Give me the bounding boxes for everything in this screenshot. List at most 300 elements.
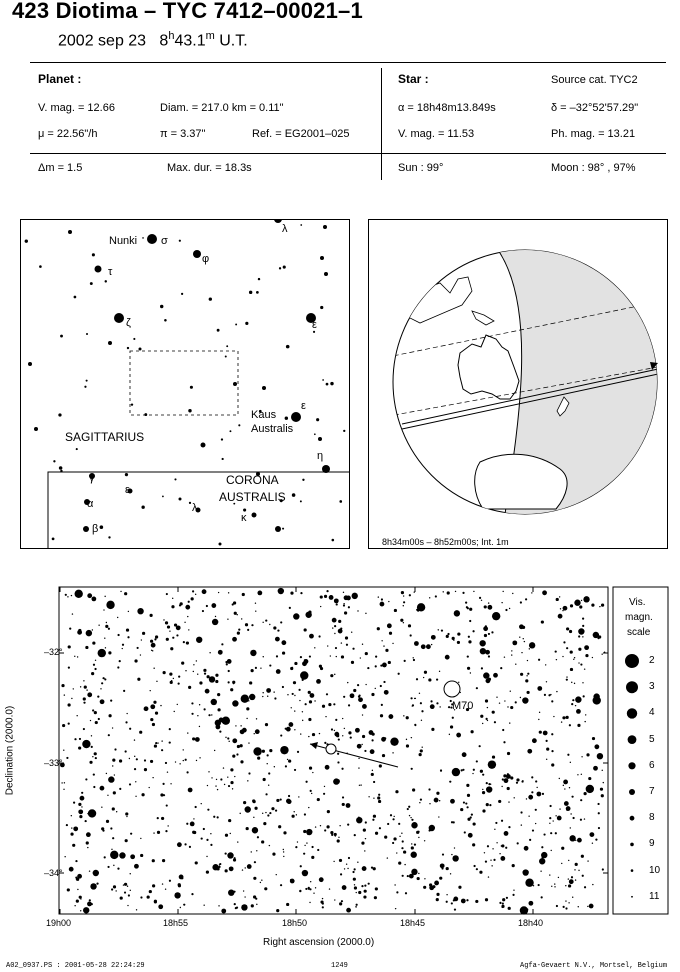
field-star (520, 906, 528, 914)
field-star (381, 737, 386, 742)
field-star (71, 827, 72, 828)
max-duration: Max. dur. = 18.3s (167, 162, 252, 174)
field-star (114, 748, 116, 750)
field-star (188, 629, 189, 630)
field-star (125, 812, 128, 815)
field-star (375, 887, 378, 890)
field-star (424, 671, 427, 674)
field-star (155, 742, 157, 744)
field-star (310, 790, 312, 792)
field-star (110, 700, 112, 702)
field-star (310, 881, 311, 882)
field-star (297, 751, 299, 753)
field-star (589, 904, 594, 909)
magnitude-scale-value: 8 (649, 812, 655, 824)
field-star (280, 798, 282, 800)
field-star (110, 851, 118, 859)
field-star (89, 870, 90, 871)
field-star (338, 837, 339, 838)
star-label-kaus: Kaus (251, 409, 277, 421)
field-star (581, 774, 582, 775)
field-star (487, 720, 488, 721)
field-star (174, 711, 175, 712)
field-star (410, 634, 412, 636)
field-star (587, 906, 588, 907)
field-star (334, 730, 335, 731)
field-star (371, 693, 374, 696)
field-star (451, 854, 452, 855)
field-star (289, 607, 291, 609)
field-star (502, 902, 504, 904)
field-star (362, 735, 365, 738)
field-star (420, 799, 422, 801)
field-star (507, 787, 510, 790)
field-star (481, 600, 482, 601)
field-star (563, 641, 565, 643)
field-star (162, 859, 165, 862)
field-star (539, 731, 542, 734)
field-star (203, 905, 204, 906)
field-star (512, 894, 514, 896)
field-star (434, 798, 439, 803)
field-star (421, 710, 423, 712)
field-star (574, 869, 575, 870)
field-star (199, 757, 200, 758)
field-star (211, 777, 212, 778)
field-star (192, 590, 194, 592)
field-star (74, 905, 75, 906)
field-star (217, 789, 218, 790)
field-star (440, 769, 442, 771)
field-star (215, 725, 220, 730)
field-star (549, 805, 551, 807)
field-star (75, 590, 83, 598)
field-star (257, 757, 260, 760)
field-star (184, 843, 186, 845)
field-star (354, 886, 357, 889)
field-star (411, 737, 412, 738)
field-star (154, 900, 157, 903)
field-star (334, 598, 339, 603)
field-star (280, 734, 282, 736)
field-star (176, 625, 181, 630)
magnitude-scale-value: 11 (649, 890, 660, 902)
field-star (199, 726, 200, 727)
field-star (480, 770, 483, 773)
field-star (227, 619, 228, 620)
field-star (297, 841, 298, 842)
field-star (128, 894, 130, 896)
field-star (563, 906, 565, 908)
field-star (461, 769, 463, 771)
planet-vmag: V. mag. = 12.66 (38, 102, 115, 114)
field-star (296, 814, 297, 815)
field-star (341, 642, 342, 643)
field-star (392, 643, 393, 644)
field-star (587, 860, 588, 861)
field-star (400, 619, 403, 622)
field-star (573, 659, 574, 660)
field-star (486, 718, 488, 720)
field-star (452, 637, 455, 640)
field-star (546, 740, 548, 742)
field-star (274, 766, 275, 767)
field-star (348, 857, 350, 859)
field-star (546, 759, 547, 760)
field-star (134, 756, 135, 757)
field-star (388, 714, 393, 719)
field-star (320, 595, 323, 598)
field-star (193, 818, 194, 819)
field-star (298, 689, 300, 691)
field-star (584, 668, 585, 669)
field-star (549, 823, 550, 824)
field-star (123, 690, 125, 692)
field-star (255, 729, 260, 734)
field-star (183, 749, 184, 750)
field-star (467, 655, 469, 657)
field-star (81, 792, 83, 794)
field-star (569, 835, 575, 841)
field-star (303, 830, 306, 833)
field-star (294, 662, 297, 665)
field-star (122, 648, 123, 649)
field-star (559, 596, 560, 597)
field-star (108, 776, 114, 782)
field-star (546, 747, 549, 750)
field-star (245, 806, 251, 812)
field-star (130, 854, 135, 859)
field-star (210, 833, 211, 834)
sun-elongation: Sun : 99° (398, 162, 444, 174)
field-star (469, 620, 471, 622)
field-star (151, 643, 156, 648)
field-star (188, 601, 190, 603)
field-star (472, 630, 474, 632)
field-star (125, 721, 127, 723)
field-star (80, 796, 85, 801)
field-star (285, 765, 287, 767)
field-star (440, 863, 445, 868)
field-star (130, 833, 132, 835)
field-star (282, 686, 284, 688)
field-star (336, 656, 337, 657)
field-star (456, 733, 461, 738)
field-star (375, 688, 376, 689)
field-star (429, 883, 432, 886)
field-star (293, 811, 294, 812)
field-star (512, 640, 517, 645)
field-star (566, 679, 568, 681)
field-star (191, 713, 193, 715)
field-star (93, 664, 95, 666)
field-star (595, 839, 597, 841)
field-star (529, 839, 531, 841)
field-star (294, 729, 295, 730)
field-star (144, 759, 146, 761)
field-star (549, 817, 551, 819)
field-star (561, 847, 564, 850)
field-star (249, 681, 252, 684)
field-star (254, 807, 257, 810)
field-star (308, 610, 311, 613)
field-star (414, 641, 419, 646)
field-star (566, 627, 569, 630)
field-star (142, 632, 145, 635)
field-star (201, 837, 203, 839)
field-star (431, 635, 436, 640)
field-star (161, 749, 163, 751)
field-star (89, 761, 92, 764)
field-star (601, 794, 604, 797)
field-star (280, 621, 282, 623)
field-star (439, 706, 440, 707)
field-star (551, 750, 553, 752)
field-star (580, 799, 582, 801)
field-star (169, 880, 171, 882)
field-star (543, 833, 545, 835)
magnitude-scale-value: 3 (649, 681, 655, 693)
field-star (300, 733, 301, 734)
field-star (592, 884, 593, 885)
field-star (101, 807, 102, 808)
field-star (485, 625, 487, 627)
field-star (355, 728, 360, 733)
field-star (255, 603, 256, 604)
field-star (364, 750, 366, 752)
field-star (539, 858, 545, 864)
field-star (458, 682, 459, 683)
field-star (548, 694, 550, 696)
field-star (215, 674, 218, 677)
field-star (166, 804, 168, 806)
field-star (358, 697, 363, 702)
field-star (406, 716, 409, 719)
field-star (563, 606, 568, 611)
field-star (302, 870, 308, 876)
field-star (253, 895, 256, 898)
field-star (551, 763, 554, 766)
field-star (384, 836, 387, 839)
field-star (246, 718, 247, 719)
field-star (150, 640, 153, 643)
field-star (196, 760, 197, 761)
field-star (341, 900, 343, 902)
field-star (524, 846, 529, 851)
field-star (352, 871, 354, 873)
field-star (403, 715, 404, 716)
field-star (401, 591, 404, 594)
field-star (507, 706, 508, 707)
field-star (308, 807, 309, 808)
field-star (406, 739, 407, 740)
field-star (457, 641, 460, 644)
field-star (319, 877, 324, 882)
field-star (529, 648, 530, 649)
globe-caption: 8h34m00s – 8h52m00s; Int. 1m (382, 537, 509, 547)
field-star (107, 795, 108, 796)
field-star (356, 892, 357, 893)
field-star (72, 613, 73, 614)
field-star (236, 753, 238, 755)
field-star (532, 738, 537, 743)
field-star (153, 832, 154, 833)
field-star (556, 691, 557, 692)
field-star (343, 592, 344, 593)
field-star (593, 766, 598, 771)
field-star (326, 590, 328, 592)
field-star (137, 608, 143, 614)
field-star (418, 837, 419, 838)
field-star (343, 604, 345, 606)
field-star (170, 783, 171, 784)
field-star (356, 904, 358, 906)
field-star (117, 867, 119, 869)
field-star (127, 905, 128, 906)
field-star (577, 838, 582, 843)
field-star (98, 718, 100, 720)
field-star (430, 704, 435, 709)
field-star (472, 773, 473, 774)
field-star (172, 598, 173, 599)
field-star (290, 667, 293, 670)
field-star (304, 659, 305, 660)
field-star (221, 643, 223, 645)
field-star (544, 694, 546, 696)
star-declination: δ = –32°52'57.29" (551, 102, 639, 114)
field-star (405, 892, 407, 894)
field-star (179, 763, 180, 764)
field-star (117, 617, 118, 618)
field-star (63, 750, 64, 751)
field-star (165, 762, 167, 764)
field-star (124, 592, 127, 595)
field-star (485, 699, 488, 702)
field-star (113, 791, 116, 794)
field-star (334, 833, 337, 836)
field-star (82, 740, 90, 748)
field-star (334, 625, 336, 627)
field-star (302, 672, 305, 675)
field-star (505, 609, 507, 611)
field-star (191, 702, 193, 704)
field-star (417, 877, 420, 880)
field-star (92, 641, 95, 644)
field-star (308, 887, 310, 889)
field-star (302, 720, 303, 721)
field-star (169, 728, 171, 730)
field-star (487, 707, 488, 708)
field-star (345, 636, 348, 639)
field-star (91, 746, 93, 748)
field-star (157, 817, 159, 819)
field-star (475, 900, 478, 903)
field-star (294, 769, 296, 771)
star-label-sigma: σ (161, 235, 168, 247)
target-star-marker (326, 744, 336, 754)
field-star (331, 728, 333, 730)
field-star (170, 647, 173, 650)
field-star (320, 667, 323, 670)
field-star (583, 695, 585, 697)
x-tick-label: 18h50 (282, 918, 308, 928)
field-star (436, 702, 438, 704)
field-star (183, 641, 185, 643)
field-star (124, 891, 126, 893)
field-star (202, 610, 204, 612)
field-star (61, 782, 62, 783)
field-star (299, 700, 300, 701)
field-star (96, 883, 98, 885)
field-star (524, 641, 525, 642)
field-star (305, 703, 307, 705)
field-star (69, 628, 71, 630)
m70-cluster-marker (444, 681, 460, 697)
field-star (66, 757, 68, 759)
field-star (150, 690, 151, 691)
field-star (92, 709, 94, 711)
field-star (93, 786, 95, 788)
field-star (551, 700, 553, 702)
field-star (90, 883, 96, 889)
field-star (199, 681, 202, 684)
field-star (263, 822, 266, 825)
field-star (521, 652, 522, 653)
field-star (280, 884, 282, 886)
field-star (495, 822, 497, 824)
field-star (113, 885, 116, 888)
field-star (398, 823, 400, 825)
field-star (78, 746, 81, 749)
field-star (362, 704, 367, 709)
field-star (281, 640, 286, 645)
magnitude-scale-value: 5 (649, 733, 655, 745)
field-star (167, 825, 168, 826)
field-star (521, 824, 522, 825)
field-star (112, 807, 115, 810)
field-star (165, 621, 168, 624)
field-star (480, 715, 483, 718)
field-star (141, 639, 142, 640)
field-star (356, 817, 362, 823)
field-star (528, 901, 533, 906)
field-star (230, 688, 233, 691)
field-star (403, 601, 405, 603)
y-tick-label: –34° (44, 868, 63, 878)
field-star (428, 647, 429, 648)
field-star (311, 846, 313, 848)
field-star (334, 899, 335, 900)
field-star (326, 825, 329, 828)
magnitude-scale-dot (627, 708, 637, 718)
field-star (402, 840, 404, 842)
field-star (346, 644, 348, 646)
field-star (233, 683, 234, 684)
field-star (218, 650, 223, 655)
field-star (502, 898, 505, 901)
field-star (379, 827, 381, 829)
field-star (506, 897, 507, 898)
field-star (494, 721, 496, 723)
field-star (559, 778, 560, 779)
field-star (322, 906, 324, 908)
field-star (423, 677, 424, 678)
field-star (71, 815, 72, 816)
field-star (73, 801, 75, 803)
field-star (493, 859, 495, 861)
field-star (488, 760, 496, 768)
magnitude-scale-dot (630, 816, 635, 821)
